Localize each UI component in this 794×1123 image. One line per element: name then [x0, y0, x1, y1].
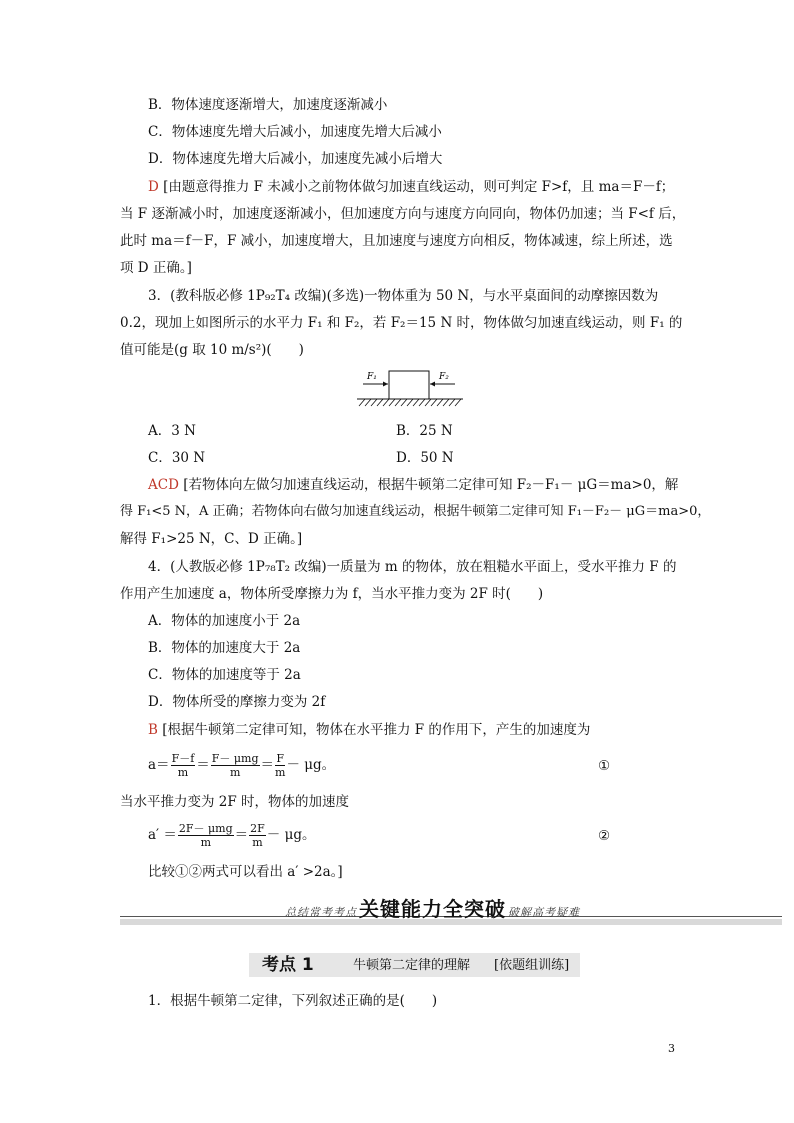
f1-label: F₁ — [367, 372, 377, 382]
q4-option-a: A．物体的加速度小于 2a — [148, 613, 301, 629]
q3-option-b: B．25 N — [396, 423, 453, 439]
eq1-tag: ① — [598, 758, 611, 774]
q4-equation-1: a＝ $\frac{F-f}{m}$ ＝ $\frac{\text{F－ μmg}}{m}$ ＝ $\frac{F}{m}$ － μg。 — [148, 752, 336, 779]
q4-solution-line1 — [148, 720, 590, 740]
q2-option-d: D．物体速度先增大后减小，加速度先减小后增大 — [148, 151, 443, 167]
q2-solution-line2: 当 F 逐渐减小时，加速度逐渐减小，但加速度方向与速度方向同向，物体仍加速；当 F<f 后， — [120, 206, 686, 222]
q4-option-b: B．物体的加速度大于 2a — [148, 640, 301, 656]
section-tag: [依题组训练] — [494, 958, 570, 973]
q4-answer: B — [148, 722, 158, 738]
page-number: 3 — [668, 1042, 675, 1055]
block — [389, 371, 429, 399]
q3-solution-text1: [若物体向左做匀加速直线运动，根据牛顿第二定律可知 F₂－F₁－ μG＝ma>0，解 — [183, 477, 679, 493]
q2-answer: D — [148, 179, 159, 195]
q2-solution-line4: 项 D 正确。] — [120, 260, 192, 276]
eq2-frac1: $\frac{\text{2F－ μmg}}{m}$ — [178, 822, 233, 849]
q3-stem-line2: 0.2，现加上如图所示的水平力 F₁ 和 F₂，若 F₂＝15 N 时，物体做匀加速直线运动，则 F₁ 的 — [120, 315, 683, 331]
f2-label: F₂ — [439, 372, 449, 382]
banner-title: 关键能力全突破 — [359, 897, 506, 921]
q3-stem-line3: 值可能是(g 取 10 m/s²)( ) — [120, 342, 304, 358]
eq1-frac3: $\frac{F}{m}$ — [275, 752, 286, 779]
section-title: 牛顿第二定律的理解 — [353, 958, 471, 973]
eq2-tag: ② — [598, 828, 611, 844]
q2-solution-line1 — [148, 177, 674, 197]
eq1-frac2: $\frac{\text{F－ μmg}}{m}$ — [211, 752, 259, 779]
q4-solution-line3: 比较①②两式可以看出 a′ >2a。] — [148, 864, 343, 880]
section-banner — [285, 893, 580, 922]
q3-option-d: D．50 N — [396, 450, 454, 466]
q3-solution-line1 — [148, 475, 678, 495]
q2-option-b: B．物体速度逐渐增大，加速度逐渐减小 — [148, 97, 388, 113]
q4-solution-text1: [根据牛顿第二定律可知，物体在水平推力 F 的作用下，产生的加速度为 — [162, 722, 591, 738]
next-question: 1．根据牛顿第二定律，下列叙述正确的是( ) — [148, 993, 438, 1009]
banner-left-text: 总结常考考点 — [285, 906, 357, 919]
q4-stem-line1: 4．(人教版必修 1P₇₈T₂ 改编)一质量为 m 的物体，放在粗糙水平面上，受水平推力 F 的 — [148, 559, 677, 575]
q3-option-c: C．30 N — [148, 450, 206, 466]
q2-solution-text1: [由题意得推力 F 未减小之前物体做匀加速直线运动，则可判定 F>f，且 ma＝F－f； — [163, 179, 675, 195]
eq2-lhs: a′ ＝ — [148, 827, 177, 843]
eq1-lhs: a＝ — [148, 757, 170, 773]
banner-right-text: 破解高考疑难 — [508, 906, 580, 919]
q3-force-diagram — [355, 366, 465, 410]
q3-solution-line3: 解得 F₁>25 N，C、D 正确。] — [120, 531, 303, 547]
q4-solution-line2: 当水平推力变为 2F 时，物体的加速度 — [120, 794, 350, 810]
q3-solution-line2: 得 F₁<5 N，A 正确；若物体向右做匀加速直线运动，根据牛顿第二定律可知 F₁－F₂－ μG＝ma>0， — [120, 504, 711, 519]
q4-option-c: C．物体的加速度等于 2a — [148, 667, 301, 683]
q4-option-d: D．物体所受的摩擦力变为 2f — [148, 694, 326, 710]
q2-option-c: C．物体速度先增大后减小，加速度先增大后减小 — [148, 124, 442, 140]
q2-solution-line3: 此时 ma＝f－F，F 减小，加速度增大，且加速度与速度方向相反，物体减速，综上所述，选 — [120, 233, 673, 249]
eq1-frac1: $\frac{F-f}{m}$ — [171, 752, 195, 779]
q4-stem-line2: 作用产生加速度 a，物体所受摩擦力为 f，当水平推力变为 2F 时( ) — [120, 586, 544, 602]
eq2-frac2: $\frac{2F}{m}$ — [250, 822, 265, 849]
q4-equation-2: a′ ＝ $\frac{\text{2F－ μmg}}{m}$ ＝ $\frac{2F}{m}$ － μg。 — [148, 822, 316, 849]
q3-answer: ACD — [148, 477, 179, 493]
q3-stem-line1: 3．(教科版必修 1P₉₂T₄ 改编)(多选)一物体重为 50 N，与水平桌面间的动摩擦因数为 — [148, 288, 659, 304]
q3-option-a: A．3 N — [148, 423, 196, 439]
section-label: 考点 1 — [262, 955, 314, 975]
